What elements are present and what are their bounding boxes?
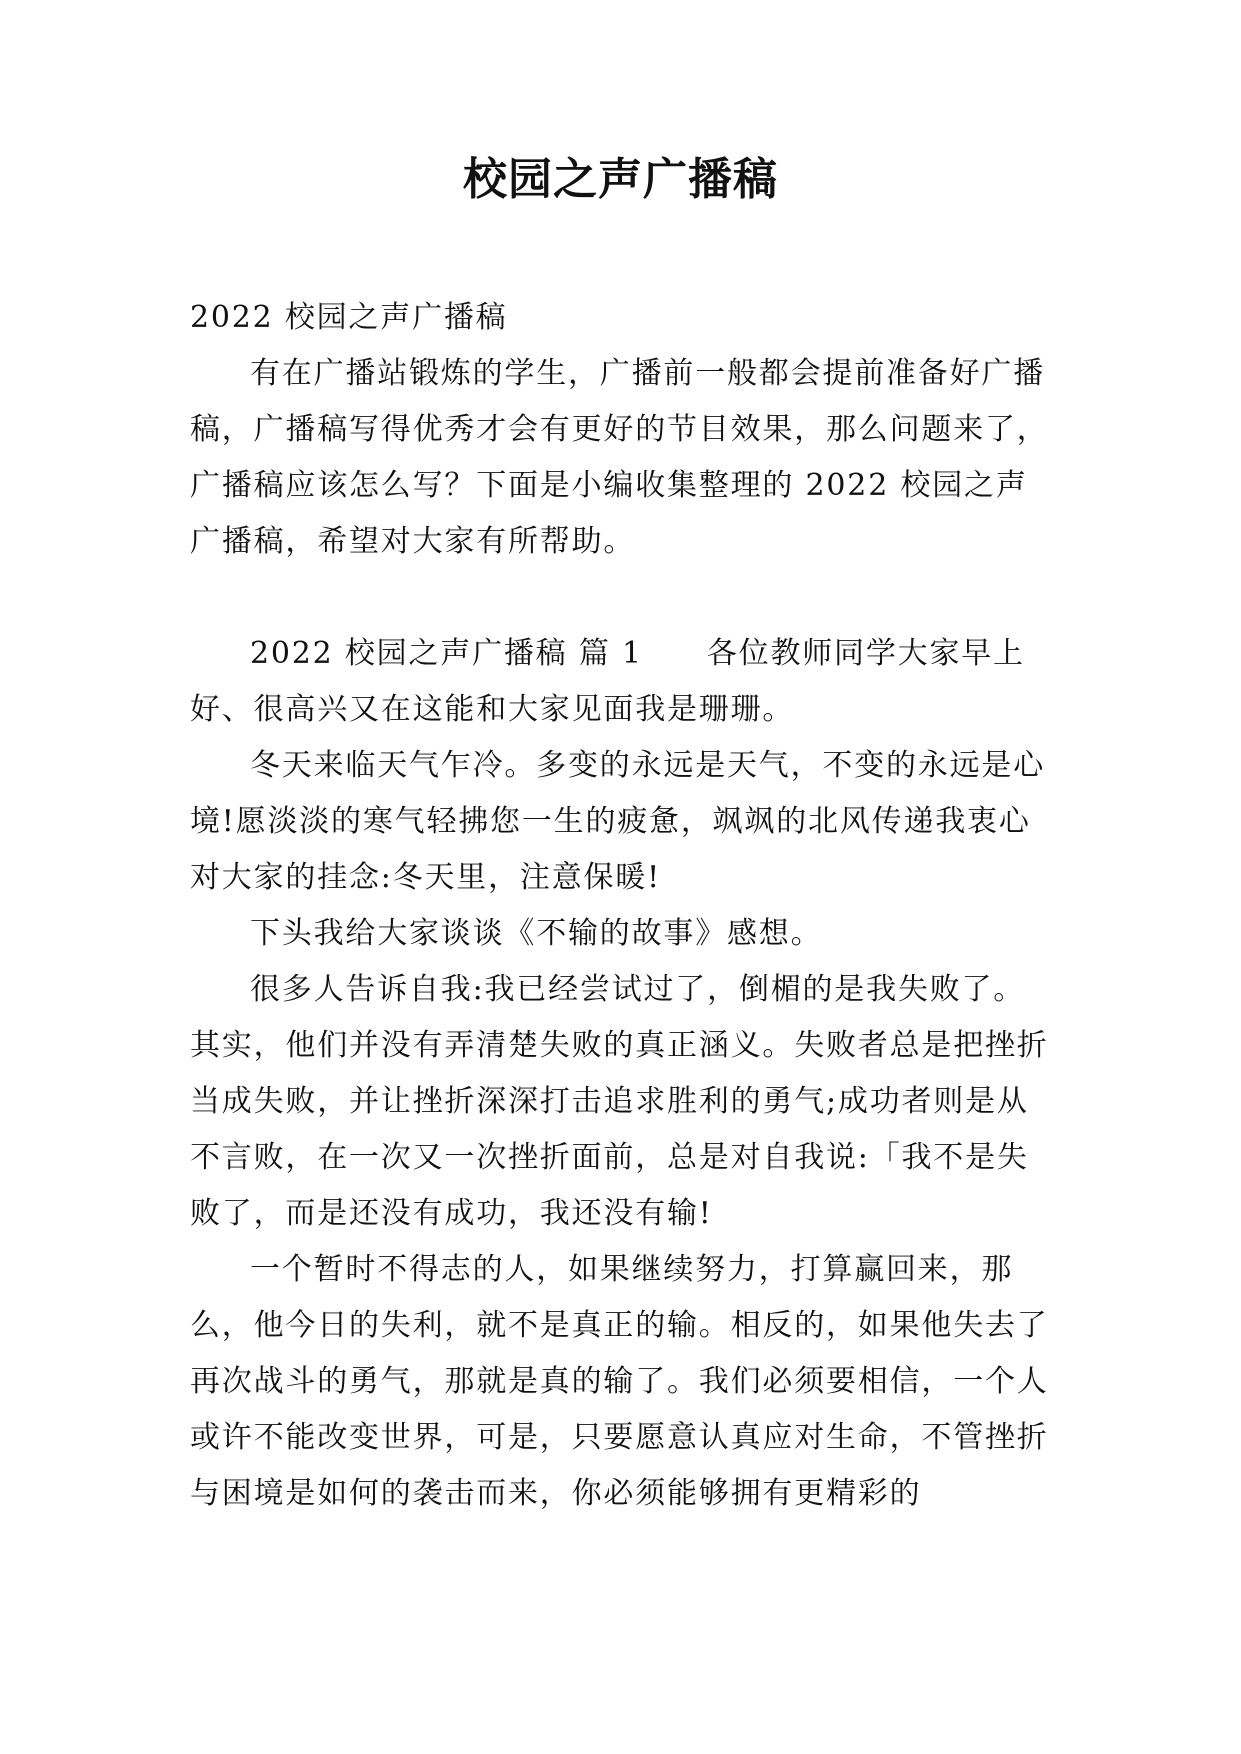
document-body <box>190 290 1052 1522</box>
body-paragraph: 冬天来临天气乍冷。多变的永远是天气，不变的永远是心境!愿淡淡的寒气轻拂您一生的疲惫，飒飒的北风传递我衷心对大家的挂念:冬天里，注意保暖! <box>190 748 1045 895</box>
body-paragraph: 很多人告诉自我:我已经尝试过了，倒楣的是我失败了。其实，他们并没有弄清楚失败的真正涵义。失败者总是把挫折当成失败，并让挫折深深打击追求胜利的勇气;成功者则是从不言败，在一次又一次挫折面前，总是对自我说:「我不是失败了，而是还没有成功，我还没有输! <box>190 972 1049 1231</box>
intro-paragraph: 有在广播站锻炼的学生，广播前一般都会提前准备好广播稿，广播稿写得优秀才会有更好的节目效果，那么问题来了，广播稿应该怎么写？下面是小编收集整理的 2022 校园之声广播稿，希望对大家有所帮助。 <box>190 356 1049 559</box>
body-paragraph: 下头我给大家谈谈《不输的故事》感想。 <box>250 916 823 951</box>
document-subtitle: 2022 校园之声广播稿 <box>190 300 508 335</box>
document-title: 校园之声广播稿 <box>463 154 778 205</box>
greeting-text: 各位教师同学大家早上好、很高兴又在这能和大家见面我是珊珊。 <box>190 636 1025 727</box>
section-spacer <box>190 570 1052 626</box>
body-paragraph: 一个暂时不得志的人，如果继续努力，打算赢回来，那么，他今日的失利，就不是真正的输。相反的，如果他失去了再次战斗的勇气，那就是真的输了。我们必须要相信，一个人或许不能改变世界，可是，只要愿意认真应对生命，不管挫折与困境是如何的袭击而来，你必须能够拥有更精彩的 <box>190 1252 1049 1511</box>
section-heading: 2022 校园之声广播稿 篇 1 <box>250 636 643 671</box>
section-heading-paragraph <box>190 626 1052 738</box>
